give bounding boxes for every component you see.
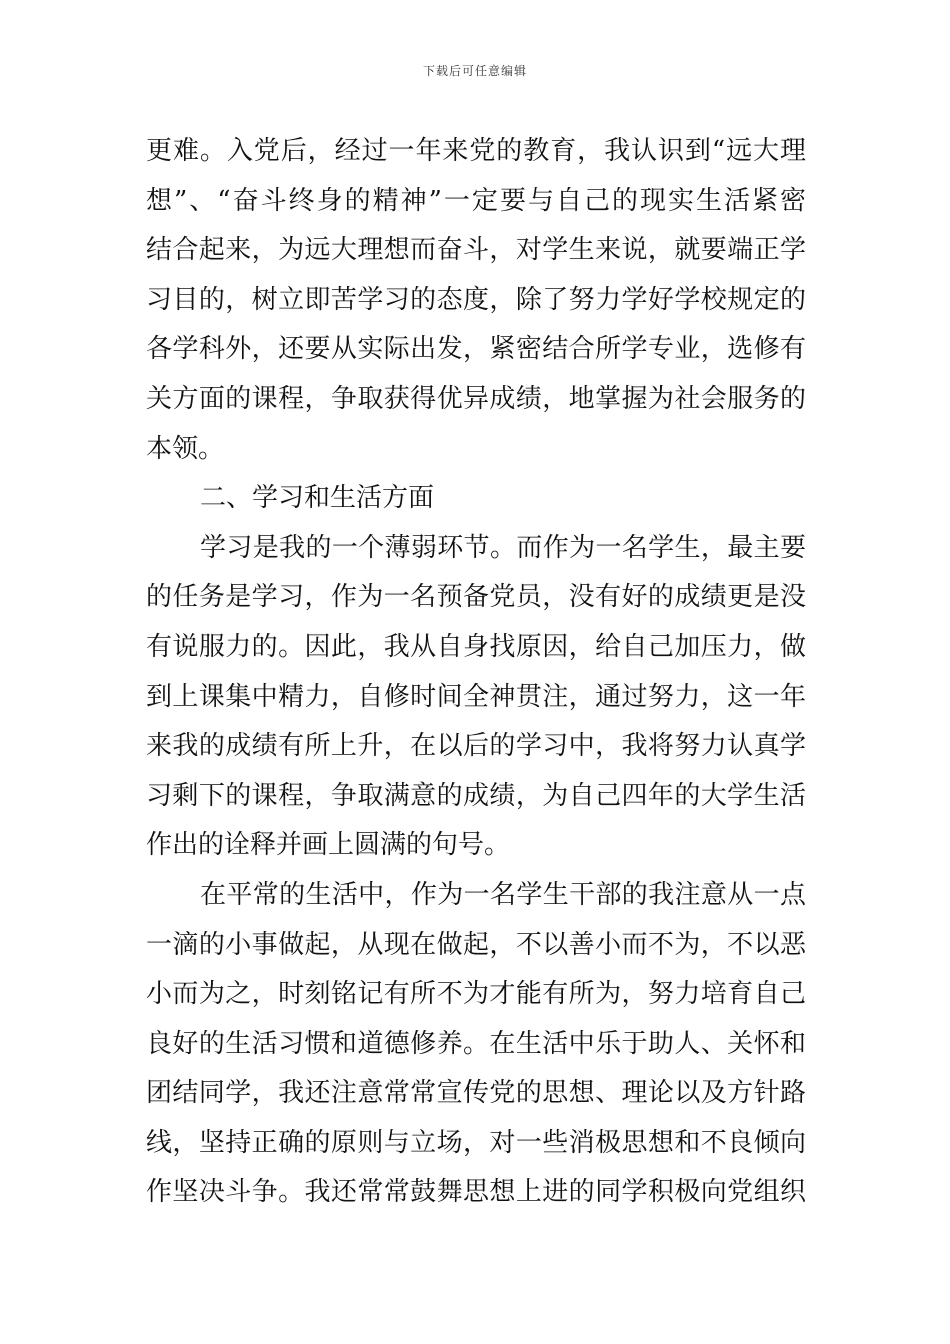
text-line: 良好的生活习惯和道德修养。在生活中乐于助人、关怀和	[146, 1028, 806, 1059]
text-line: 习剩下的课程，争取满意的成绩，为自己四年的大学生活	[146, 780, 806, 811]
text-line: 到上课集中精力，自修时间全神贯注，通过努力，这一年	[146, 681, 806, 712]
text-line: 结合起来，为远大理想而奋斗，对学生来说，就要端正学	[146, 235, 806, 266]
text-line: 一滴的小事做起，从现在做起，不以善小而不为，不以恶	[146, 929, 806, 960]
text-line: 在平常的生活中，作为一名学生干部的我注意从一点	[200, 879, 806, 910]
document-body	[146, 127, 806, 1218]
text-line: 习目的，树立即苦学习的态度，除了努力学好学校规定的	[146, 284, 806, 315]
text-line: 的任务是学习，作为一名预备党员，没有好的成绩更是没	[146, 582, 806, 613]
text-line: 想”、“奋斗终身的精神”一定要与自己的现实生活紧密	[146, 185, 806, 216]
text-line: 作坚决斗争。我还常常鼓舞思想上进的同学积极向党组织	[146, 1177, 806, 1208]
text-line: 作出的诠释并画上圆满的句号。	[146, 830, 511, 861]
text-line: 线，坚持正确的原则与立场，对一些消极思想和不良倾向	[146, 1127, 806, 1158]
section-heading: 二、学习和生活方面	[200, 483, 435, 514]
text-line: 更难。入党后，经过一年来党的教育，我认识到“远大理	[146, 136, 806, 166]
text-line: 有说服力的。因此，我从自身找原因，给自己加压力，做	[146, 631, 806, 662]
text-line: 来我的成绩有所上升，在以后的学习中，我将努力认真学	[146, 731, 806, 762]
text-line: 关方面的课程，争取获得优异成绩，地掌握为社会服务的	[146, 383, 806, 414]
text-line: 各学科外，还要从实际出发，紧密结合所学专业，选修有	[146, 334, 806, 365]
text-line: 团结同学，我还注意常常宣传党的思想、理论以及方针路	[146, 1078, 806, 1109]
text-line: 小而为之，时刻铭记有所不为才能有所为，努力培育自己	[146, 979, 806, 1010]
text-line: 学习是我的一个薄弱环节。而作为一名学生，最主要	[200, 532, 806, 563]
text-line: 本领。	[146, 433, 225, 464]
page-header: 下载后可任意编辑	[422, 64, 527, 78]
